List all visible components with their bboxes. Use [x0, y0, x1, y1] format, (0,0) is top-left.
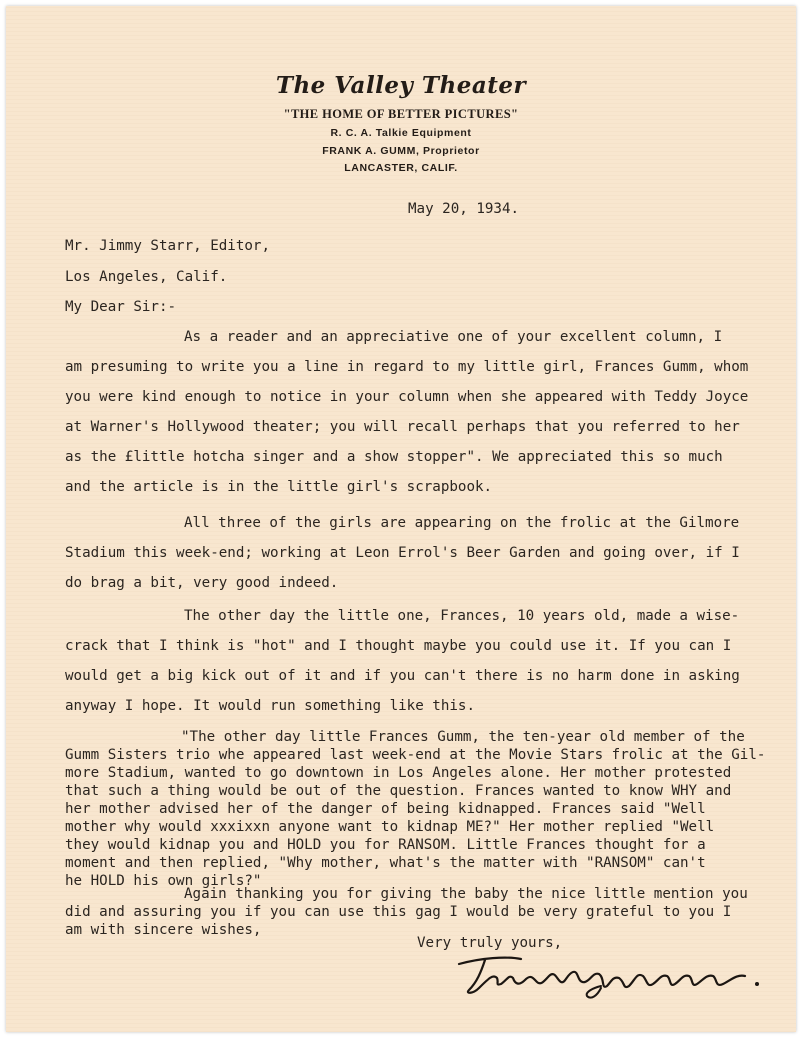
quote-line: he HOLD his own girls?"	[65, 873, 262, 889]
letterhead-proprietor: FRANK A. GUMM, Proprietor	[322, 145, 480, 157]
quote-line: Gumm Sisters trio whe appeared last week-end at the Movie Stars frolic at the Gil-	[65, 747, 766, 763]
quote-line: more Stadium, wanted to go downtown in Los Angeles alone. Her mother protested	[65, 765, 732, 781]
para3-line: The other day the little one, Frances, 10 years old, made a wise-	[184, 608, 740, 624]
para1-line: you were kind enough to notice in your column when she appeared with Teddy Joyce	[65, 389, 749, 405]
signature-image	[451, 950, 771, 1000]
para3-line: crack that I think is "hot" and I thought maybe you could use it. If you can I	[65, 638, 732, 654]
quote-line: they would kidnap you and HOLD you for RANSOM. Little Frances thought for a	[65, 837, 706, 853]
para1-line: and the article is in the little girl's scrapbook.	[65, 479, 493, 495]
para2-line: do brag a bit, very good indeed.	[65, 575, 339, 591]
quote-line: "The other day little Frances Gumm, the ten-year old member of the	[181, 729, 745, 745]
letterhead-equipment: R. C. A. Talkie Equipment	[330, 127, 472, 139]
recipient-name: Mr. Jimmy Starr, Editor,	[65, 238, 270, 254]
para3-line: anyway I hope. It would run something like this.	[65, 698, 475, 714]
para1-line: As a reader and an appreciative one of your excellent column, I	[184, 329, 723, 345]
quote-line: mother why would xxxixxn anyone want to kidnap ME?" Her mother replied "Well	[65, 819, 715, 835]
complimentary-close: Very truly yours,	[417, 935, 563, 951]
letterhead-location: LANCASTER, CALIF.	[344, 162, 458, 174]
para2-line: All three of the girls are appearing on the frolic at the Gilmore	[184, 515, 740, 531]
letterhead-slogan: "THE HOME OF BETTER PICTURES"	[283, 107, 519, 121]
closing-line: did and assuring you if you can use this gag I would be very grateful to you I	[65, 904, 732, 920]
closing-line: am with sincere wishes,	[65, 922, 262, 938]
para1-line: at Warner's Hollywood theater; you will recall perhaps that you referred to her	[65, 419, 740, 435]
letterhead-theater-name: The Valley Theater	[275, 72, 527, 99]
letter-date: May 20, 1934.	[408, 201, 520, 217]
para1-line: as the £little hotcha singer and a show stopper". We appreciated this so much	[65, 449, 723, 465]
quote-line: her mother advised her of the danger of being kidnapped. Frances said "Well	[65, 801, 706, 817]
quote-line: that such a thing would be out of the question. Frances wanted to know WHY and	[65, 783, 732, 799]
para1-line: am presuming to write you a line in regard to my little girl, Frances Gumm, whom	[65, 359, 749, 375]
letter-page	[6, 6, 796, 1032]
para3-line: would get a big kick out of it and if you can't there is no harm done in asking	[65, 668, 740, 684]
recipient-city: Los Angeles, Calif.	[65, 269, 228, 285]
closing-line: Again thanking you for giving the baby the nice little mention you	[184, 886, 748, 902]
quote-line: moment and then replied, "Why mother, what's the matter with "RANSOM" can't	[65, 855, 706, 871]
salutation: My Dear Sir:-	[65, 299, 177, 315]
para2-line: Stadium this week-end; working at Leon Errol's Beer Garden and going over, if I	[65, 545, 740, 561]
